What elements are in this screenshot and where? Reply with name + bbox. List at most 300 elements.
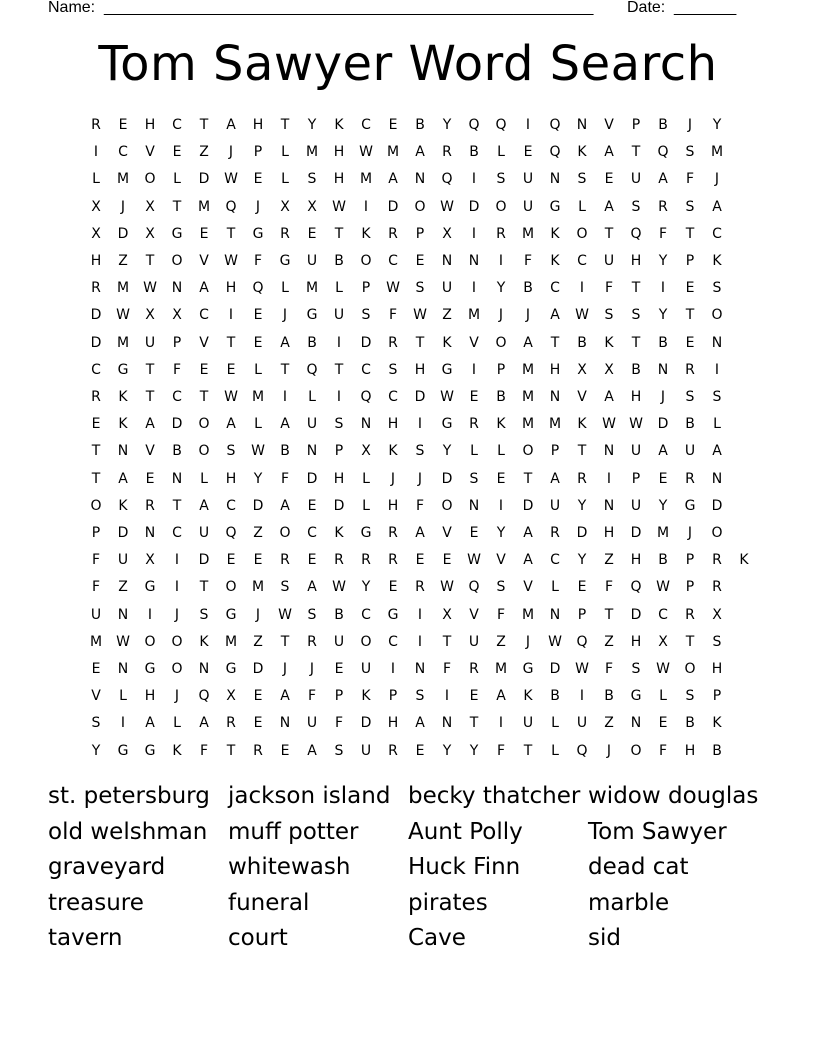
- grid-letter: O: [171, 661, 183, 677]
- grid-letter: C: [550, 552, 560, 569]
- word-list-item: widow douglas: [588, 783, 759, 809]
- grid-letter: U: [630, 443, 642, 460]
- grid-letter: S: [685, 198, 695, 215]
- grid-letter: U: [684, 443, 696, 460]
- grid-letter: H: [387, 497, 399, 514]
- grid-letter: M: [521, 389, 535, 405]
- grid-letter: Z: [442, 307, 452, 324]
- grid-letter: B: [577, 334, 587, 351]
- grid-letter: E: [604, 171, 614, 188]
- grid-letter: T: [280, 117, 290, 133]
- grid-row: [91, 656, 736, 683]
- grid-letter: A: [712, 443, 722, 460]
- grid-letter: D: [468, 198, 480, 215]
- grid-letter: T: [145, 389, 155, 405]
- grid-letter: O: [711, 307, 723, 324]
- grid-letter: R: [280, 225, 290, 242]
- grid-letter: X: [145, 307, 155, 324]
- grid-letter: I: [336, 334, 342, 351]
- grid-letter: F: [91, 552, 101, 569]
- grid-letter: V: [199, 253, 209, 269]
- grid-letter: A: [604, 389, 614, 405]
- grid-letter: A: [523, 525, 533, 541]
- grid-letter: T: [145, 253, 155, 269]
- grid-letter: L: [119, 688, 127, 705]
- grid-letter: T: [334, 361, 344, 378]
- grid-letter: F: [91, 579, 101, 596]
- grid-letter: W: [467, 552, 481, 569]
- grid-letter: D: [252, 661, 264, 677]
- grid-letter: R: [388, 742, 398, 759]
- grid-letter: R: [442, 144, 452, 161]
- grid-letter: H: [387, 416, 399, 433]
- grid-letter: G: [684, 497, 696, 514]
- grid-letter: T: [685, 633, 695, 650]
- grid-row: [90, 302, 736, 329]
- grid-letter: R: [658, 198, 668, 215]
- grid-letter: T: [577, 443, 587, 460]
- grid-letter: T: [199, 117, 209, 133]
- grid-letter: A: [523, 334, 533, 351]
- grid-letter: O: [90, 497, 102, 514]
- grid-letter: K: [496, 416, 506, 433]
- grid-letter: N: [117, 661, 129, 677]
- grid-letter: S: [415, 280, 425, 297]
- grid-letter: A: [145, 715, 155, 732]
- grid-letter: G: [117, 742, 129, 759]
- grid-letter: A: [280, 334, 290, 351]
- grid-letter: B: [604, 688, 614, 705]
- grid-letter: A: [280, 497, 290, 514]
- grid-letter: E: [496, 470, 506, 487]
- grid-letter: T: [199, 389, 209, 405]
- grid-letter: Y: [442, 443, 452, 460]
- grid-letter: F: [388, 307, 398, 324]
- grid-letter: P: [550, 443, 560, 460]
- grid-letter: T: [550, 334, 560, 351]
- grid-letter: M: [305, 280, 319, 297]
- grid-letter: Z: [253, 525, 263, 541]
- grid-letter: O: [225, 579, 237, 596]
- grid-letter: N: [711, 334, 723, 351]
- grid-letter: N: [630, 715, 642, 732]
- grid-letter: K: [361, 688, 371, 705]
- grid-letter: E: [415, 552, 425, 569]
- grid-letter: P: [334, 688, 344, 705]
- grid-letter: K: [388, 443, 398, 460]
- grid-letter: W: [602, 416, 616, 433]
- name-blank-line[interactable]: _______________________________________________________: [104, 0, 594, 16]
- grid-letter: U: [630, 497, 642, 514]
- grid-letter: R: [91, 389, 101, 405]
- grid-letter: D: [630, 525, 642, 541]
- grid-letter: E: [226, 552, 236, 569]
- grid-letter: Z: [604, 633, 614, 650]
- grid-letter: V: [91, 688, 101, 705]
- grid-letter: L: [200, 470, 208, 487]
- grid-letter: E: [415, 742, 425, 759]
- grid-letter: U: [522, 198, 534, 215]
- grid-letter: U: [603, 253, 615, 269]
- grid-letter: Y: [361, 579, 371, 596]
- grid-letter: M: [548, 416, 562, 433]
- grid-letter: X: [658, 633, 668, 650]
- grid-letter: D: [414, 389, 426, 405]
- grid-letter: D: [171, 416, 183, 433]
- grid-letter: X: [604, 361, 614, 378]
- word-list-item: becky thatcher: [408, 783, 581, 809]
- grid-letter: R: [712, 552, 722, 569]
- grid-letter: D: [441, 470, 453, 487]
- grid-letter: G: [441, 416, 453, 433]
- grid-letter: L: [173, 171, 181, 188]
- date-blank-line[interactable]: _______: [674, 0, 737, 16]
- grid-letter: H: [387, 715, 399, 732]
- grid-letter: U: [360, 742, 372, 759]
- grid-letter: N: [657, 361, 669, 378]
- grid-letter: F: [523, 253, 533, 269]
- grid-letter: M: [521, 225, 535, 242]
- grid-letter: E: [415, 253, 425, 269]
- grid-letter: S: [91, 715, 101, 732]
- grid-letter: J: [255, 198, 261, 215]
- grid-letter: Q: [225, 198, 237, 215]
- grid-letter: T: [226, 334, 236, 351]
- grid-letter: H: [630, 552, 642, 569]
- grid-letter: Q: [549, 144, 561, 161]
- grid-letter: J: [174, 606, 180, 623]
- grid-letter: F: [685, 171, 695, 188]
- grid-letter: S: [685, 144, 695, 161]
- grid-letter: H: [225, 470, 237, 487]
- grid-row: [91, 221, 736, 248]
- grid-letter: M: [116, 334, 130, 351]
- grid-letter: O: [144, 633, 156, 650]
- grid-letter: I: [174, 579, 180, 596]
- grid-letter: M: [359, 171, 373, 188]
- grid-letter: E: [469, 688, 479, 705]
- grid-letter: L: [308, 389, 316, 405]
- grid-letter: S: [577, 171, 587, 188]
- grid-letter: D: [252, 497, 264, 514]
- grid-letter: A: [388, 171, 398, 188]
- grid-letter: U: [441, 280, 453, 297]
- grid-letter: N: [549, 171, 561, 188]
- grid-letter: B: [307, 334, 317, 351]
- grid-letter: T: [469, 715, 479, 732]
- grid-letter: T: [91, 443, 101, 460]
- grid-letter: E: [280, 742, 290, 759]
- grid-letter: A: [415, 144, 425, 161]
- grid-letter: A: [118, 470, 128, 487]
- grid-letter: O: [576, 225, 588, 242]
- word-list-item: Aunt Polly: [408, 818, 523, 845]
- grid-letter: I: [336, 389, 342, 405]
- grid-letter: E: [388, 117, 398, 133]
- grid-letter: A: [658, 171, 668, 188]
- grid-letter: E: [334, 661, 344, 677]
- word-list-item: Cave: [408, 925, 466, 951]
- grid-letter: N: [306, 443, 318, 460]
- grid-row: [91, 438, 736, 465]
- grid-letter: W: [629, 416, 643, 433]
- grid-letter: R: [469, 661, 479, 677]
- grid-letter: I: [390, 661, 396, 677]
- grid-letter: B: [280, 443, 290, 460]
- grid-letter: F: [604, 280, 614, 297]
- grid-letter: E: [253, 688, 263, 705]
- grid-letter: I: [93, 144, 99, 161]
- grid-letter: W: [224, 389, 238, 405]
- grid-letter: U: [549, 497, 561, 514]
- grid-letter: Z: [604, 552, 614, 569]
- grid-letter: B: [658, 334, 668, 351]
- grid-letter: J: [687, 525, 693, 541]
- grid-letter: J: [498, 307, 504, 324]
- grid-letter: W: [575, 661, 589, 677]
- grid-letter: O: [441, 497, 453, 514]
- grid-letter: H: [630, 633, 642, 650]
- grid-letter: G: [225, 606, 237, 623]
- grid-letter: M: [251, 389, 265, 405]
- grid-letter: K: [199, 633, 209, 650]
- grid-letter: Y: [577, 552, 587, 569]
- grid-letter: M: [89, 633, 103, 650]
- grid-letter: J: [282, 307, 288, 324]
- grid-letter: B: [712, 742, 722, 759]
- grid-letter: L: [335, 280, 343, 297]
- grid-letter: E: [685, 280, 695, 297]
- grid-letter: A: [199, 715, 209, 732]
- grid-letter: A: [226, 416, 236, 433]
- grid-letter: W: [413, 307, 427, 324]
- grid-letter: N: [441, 715, 453, 732]
- grid-letter: P: [685, 579, 695, 596]
- grid-letter: P: [91, 525, 101, 541]
- grid-letter: T: [523, 742, 533, 759]
- grid-letter: I: [579, 280, 585, 297]
- grid-letter: Y: [442, 117, 452, 133]
- grid-letter: R: [550, 525, 560, 541]
- grid-letter: U: [198, 525, 210, 541]
- grid-letter: Q: [441, 171, 453, 188]
- grid-row: [90, 330, 736, 357]
- grid-letter: G: [144, 579, 156, 596]
- grid-letter: A: [145, 416, 155, 433]
- grid-letter: H: [549, 361, 561, 378]
- grid-letter: O: [360, 253, 372, 269]
- grid-letter: T: [415, 334, 425, 351]
- grid-letter: T: [685, 225, 695, 242]
- grid-letter: G: [441, 361, 453, 378]
- grid-letter: V: [199, 334, 209, 351]
- grid-letter: S: [469, 470, 479, 487]
- grid-letter: E: [469, 389, 479, 405]
- grid-letter: D: [630, 606, 642, 623]
- grid-letter: D: [549, 661, 561, 677]
- grid-letter: T: [199, 579, 209, 596]
- grid-row: [90, 248, 736, 275]
- grid-letter: T: [442, 633, 452, 650]
- grid-letter: Y: [307, 117, 317, 133]
- grid-letter: T: [334, 225, 344, 242]
- grid-letter: U: [306, 715, 318, 732]
- grid-letter: A: [307, 742, 317, 759]
- grid-letter: G: [252, 225, 264, 242]
- grid-letter: L: [362, 470, 370, 487]
- grid-letter: E: [199, 225, 209, 242]
- grid-letter: O: [522, 443, 534, 460]
- grid-letter: Q: [468, 579, 480, 596]
- grid-letter: X: [91, 225, 101, 242]
- grid-letter: E: [307, 497, 317, 514]
- grid-letter: S: [631, 198, 641, 215]
- grid-letter: T: [172, 497, 182, 514]
- grid-letter: V: [577, 389, 587, 405]
- grid-letter: V: [145, 443, 155, 460]
- grid-letter: C: [361, 361, 371, 378]
- grid-letter: N: [711, 470, 723, 487]
- header: [48, 0, 748, 20]
- grid-letter: C: [172, 389, 182, 405]
- grid-letter: R: [91, 280, 101, 297]
- grid-letter: X: [172, 307, 182, 324]
- grid-row: [89, 629, 736, 656]
- grid-letter: R: [253, 742, 263, 759]
- grid-letter: N: [576, 117, 588, 133]
- grid-letter: N: [360, 416, 372, 433]
- grid-letter: U: [333, 633, 345, 650]
- grid-letter: W: [224, 253, 238, 269]
- word-list-item: Huck Finn: [408, 854, 521, 880]
- grid-letter: Y: [469, 742, 479, 759]
- grid-letter: P: [631, 117, 641, 133]
- grid-letter: S: [712, 389, 722, 405]
- word-list-item: graveyard: [48, 854, 166, 880]
- grid-letter: U: [333, 307, 345, 324]
- grid-letter: E: [307, 552, 317, 569]
- grid-letter: C: [388, 253, 398, 269]
- grid-letter: I: [714, 361, 720, 378]
- grid-letter: N: [549, 389, 561, 405]
- grid-letter: J: [120, 198, 126, 215]
- grid-letter: I: [417, 606, 423, 623]
- grid-letter: B: [334, 606, 344, 623]
- grid-letter: Y: [442, 742, 452, 759]
- grid-letter: Q: [198, 688, 210, 705]
- grid-letter: Q: [549, 117, 561, 133]
- grid-letter: X: [442, 606, 452, 623]
- grid-letter: L: [254, 416, 262, 433]
- word-list-item: tavern: [48, 925, 123, 951]
- grid-letter: K: [550, 253, 560, 269]
- grid-letter: W: [440, 579, 454, 596]
- grid-letter: H: [90, 253, 102, 269]
- grid-letter: H: [603, 525, 615, 541]
- grid-letter: D: [117, 525, 129, 541]
- grid-letter: T: [604, 225, 614, 242]
- grid-letter: G: [225, 661, 237, 677]
- grid-letter: X: [226, 688, 236, 705]
- grid-letter: S: [496, 579, 506, 596]
- word-list-item: jackson island: [228, 783, 391, 809]
- grid-letter: K: [577, 416, 587, 433]
- grid-letter: I: [228, 307, 234, 324]
- grid-letter: A: [604, 144, 614, 161]
- grid-letter: G: [117, 361, 129, 378]
- grid-letter: X: [145, 552, 155, 569]
- grid-letter: P: [388, 688, 398, 705]
- word-list-item: treasure: [48, 889, 144, 916]
- grid-letter: M: [305, 144, 319, 161]
- grid-letter: W: [440, 389, 454, 405]
- grid-letter: C: [361, 117, 371, 133]
- grid-row: [91, 275, 736, 302]
- grid-letter: U: [576, 715, 588, 732]
- grid-letter: L: [254, 361, 262, 378]
- grid-letter: O: [711, 525, 723, 541]
- grid-letter: L: [92, 171, 100, 188]
- grid-letter: E: [91, 661, 101, 677]
- grid-letter: J: [417, 470, 423, 487]
- grid-letter: P: [712, 688, 722, 705]
- grid-letter: N: [549, 606, 561, 623]
- grid-letter: T: [631, 280, 641, 297]
- grid-letter: Q: [252, 280, 264, 297]
- grid-letter: S: [334, 416, 344, 433]
- grid-letter: R: [361, 552, 371, 569]
- word-list-item: dead cat: [588, 854, 689, 880]
- grid-letter: W: [359, 144, 373, 161]
- grid-letter: K: [739, 552, 749, 569]
- grid-letter: I: [471, 225, 477, 242]
- grid-letter: V: [604, 117, 614, 133]
- grid-letter: Q: [630, 225, 642, 242]
- grid-letter: J: [282, 661, 288, 677]
- grid-letter: A: [604, 198, 614, 215]
- word-list-item: whitewash: [228, 854, 351, 880]
- grid-letter: K: [334, 117, 344, 133]
- word-list-item: old welshman: [48, 818, 208, 845]
- grid-letter: A: [199, 280, 209, 297]
- grid-letter: N: [603, 443, 615, 460]
- grid-letter: W: [656, 579, 670, 596]
- grid-letter: G: [279, 253, 291, 269]
- grid-letter: D: [711, 497, 723, 514]
- grid-letter: C: [172, 117, 182, 133]
- grid-letter: S: [361, 307, 371, 324]
- grid-letter: I: [471, 361, 477, 378]
- grid-letter: W: [386, 280, 400, 297]
- grid-letter: Y: [577, 497, 587, 514]
- grid-letter: H: [630, 253, 642, 269]
- grid-letter: R: [388, 552, 398, 569]
- grid-letter: Q: [576, 633, 588, 650]
- grid-letter: M: [224, 633, 238, 650]
- grid-letter: N: [279, 715, 291, 732]
- grid-letter: P: [361, 280, 371, 297]
- grid-letter: B: [334, 253, 344, 269]
- grid-letter: Z: [604, 715, 614, 732]
- grid-letter: N: [171, 470, 183, 487]
- grid-letter: E: [658, 470, 668, 487]
- grid-letter: J: [390, 470, 396, 487]
- grid-letter: D: [90, 334, 102, 351]
- grid-letter: U: [468, 633, 480, 650]
- grid-letter: G: [144, 742, 156, 759]
- grid-row: [92, 166, 736, 193]
- grid-letter: Y: [496, 525, 506, 541]
